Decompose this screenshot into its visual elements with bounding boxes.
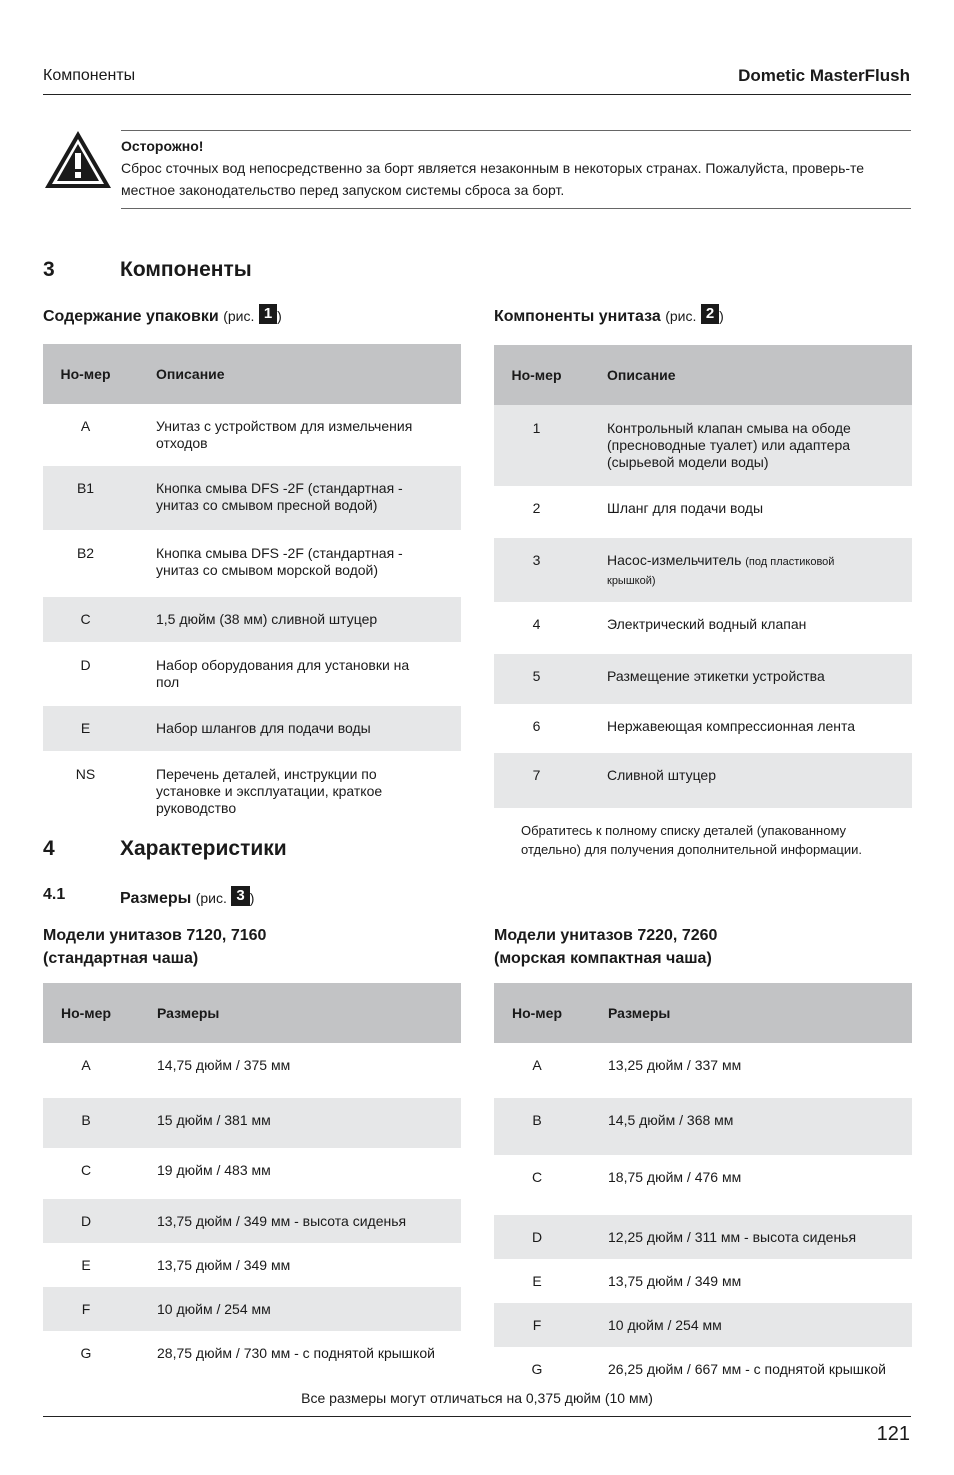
row-dimension: 18,75 дюйм / 476 мм bbox=[608, 1169, 742, 1185]
header-divider bbox=[43, 94, 911, 95]
row-number: 7 bbox=[494, 753, 579, 808]
header-brand: Dometic MasterFlush bbox=[738, 66, 910, 85]
table-row bbox=[494, 1259, 912, 1303]
row-number: 3 bbox=[494, 538, 579, 602]
row-description: Шланг для подачи воды bbox=[607, 500, 764, 516]
row-number: C bbox=[80, 1162, 92, 1178]
pack-contents-title: Содержание упаковки bbox=[43, 308, 219, 325]
table-row bbox=[494, 538, 912, 602]
table-row bbox=[43, 404, 461, 466]
row-description bbox=[579, 538, 912, 602]
table-row bbox=[43, 1331, 461, 1375]
row-description-main: Насос-измельчитель bbox=[607, 552, 742, 568]
row-number: G bbox=[80, 1345, 92, 1361]
table-row bbox=[43, 466, 461, 530]
row-dimension: 13,75 дюйм / 349 мм bbox=[608, 1273, 742, 1289]
table-row bbox=[494, 602, 912, 654]
section-4-1-title: Размеры bbox=[120, 890, 192, 907]
table-row bbox=[43, 642, 461, 706]
row-number: 2 bbox=[532, 500, 541, 516]
table-row bbox=[494, 1043, 912, 1098]
toilet-components-heading bbox=[494, 304, 724, 326]
row-description: Электрический водный клапан bbox=[607, 616, 807, 632]
compact-bowl-title: Модели унитазов 7220, 7260 bbox=[494, 927, 718, 944]
row-number: E bbox=[532, 1273, 542, 1289]
table-row bbox=[494, 704, 912, 753]
dimensions-tolerance-note: Все размеры могут отличаться на 0,375 дюйм (10 мм) bbox=[301, 1390, 653, 1406]
table-row bbox=[494, 1347, 912, 1391]
row-dimension: 10 дюйм / 254 мм bbox=[129, 1287, 461, 1331]
row-number: NS bbox=[75, 766, 96, 782]
row-number: A bbox=[532, 1057, 542, 1073]
warning-top-rule bbox=[121, 130, 911, 131]
row-description: Набор оборудования для установки на пол bbox=[156, 657, 410, 690]
column-header-description: Описание bbox=[128, 344, 461, 404]
standard-bowl-subtitle: (стандартная чаша) bbox=[43, 950, 199, 967]
row-description: 1,5 дюйм (38 мм) сливной штуцер bbox=[128, 597, 461, 642]
row-description: Набор шлангов для подачи воды bbox=[128, 706, 461, 751]
table-row bbox=[494, 1155, 912, 1215]
row-dimension: 28,75 дюйм / 730 мм - с поднятой крышкой bbox=[157, 1345, 435, 1361]
compact-bowl-subtitle: (морская компактная чаша) bbox=[494, 950, 712, 967]
row-dimension: 26,25 дюйм / 667 мм - с поднятой крышкой bbox=[608, 1361, 886, 1377]
warning-text: Сброс сточных вод непосредственно за борт является незаконным в некоторых странах. Пожалуйста, проверь-те местное законодательство перед запуском системы сброса за борт. bbox=[121, 160, 865, 198]
pack-contents-table bbox=[43, 344, 461, 821]
table-row bbox=[43, 530, 461, 597]
row-number: A bbox=[80, 418, 91, 434]
figure-number-badge: 1 bbox=[259, 304, 277, 324]
standard-bowl-heading bbox=[43, 924, 266, 970]
row-number: D bbox=[43, 1199, 129, 1243]
row-dimension: 13,25 дюйм / 337 мм bbox=[608, 1057, 742, 1073]
row-description: Сливной штуцер bbox=[579, 753, 912, 808]
fig-prefix: (рис. bbox=[223, 308, 255, 324]
table-row bbox=[43, 1243, 461, 1287]
row-number: G bbox=[531, 1361, 543, 1377]
table-row bbox=[43, 1199, 461, 1243]
row-number: 6 bbox=[532, 718, 541, 734]
column-header-number: Но-мер bbox=[494, 345, 579, 405]
section-4-number: 4 bbox=[43, 837, 55, 860]
table-row bbox=[494, 1098, 912, 1155]
row-dimension: 12,25 дюйм / 311 мм - высота сиденья bbox=[580, 1215, 912, 1259]
section-4-1-number: 4.1 bbox=[43, 886, 66, 903]
table-row bbox=[43, 751, 461, 821]
row-description: Кнопка смыва DFS -2F (стандартная - унитаз со смывом морской водой) bbox=[156, 545, 403, 578]
table-row bbox=[494, 486, 912, 538]
column-header-number: Но-мер bbox=[43, 983, 129, 1043]
pack-contents-heading bbox=[43, 304, 282, 326]
row-number: 1 bbox=[494, 405, 579, 486]
table-row bbox=[494, 405, 912, 486]
warning-title: Осторожно! bbox=[121, 138, 204, 154]
section-3-title: Компоненты bbox=[120, 258, 252, 281]
row-number: F bbox=[494, 1303, 580, 1347]
row-number: C bbox=[43, 597, 128, 642]
fig-suffix: ) bbox=[719, 308, 724, 324]
warning-bottom-rule bbox=[121, 208, 911, 209]
fig-suffix: ) bbox=[277, 308, 282, 324]
fig-suffix: ) bbox=[249, 890, 255, 906]
row-number: B1 bbox=[43, 466, 128, 530]
row-dimension: 13,75 дюйм / 349 мм bbox=[157, 1257, 291, 1273]
row-dimension: 14,75 дюйм / 375 мм bbox=[157, 1057, 291, 1073]
table-row bbox=[494, 1303, 912, 1347]
row-number: 4 bbox=[532, 616, 541, 632]
row-number: E bbox=[81, 1257, 91, 1273]
parts-list-note: Обратитесь к полному списку деталей (упакованному отдельно) для получения дополнительной информации. bbox=[521, 823, 862, 857]
table-row bbox=[43, 1287, 461, 1331]
column-header-number: Но-мер bbox=[494, 983, 580, 1043]
row-description: Кнопка смыва DFS -2F (стандартная - унитаз со смывом пресной водой) bbox=[128, 466, 461, 530]
row-dimension: 10 дюйм / 254 мм bbox=[580, 1303, 912, 1347]
row-description: Размещение этикетки устройства bbox=[579, 654, 912, 704]
header-section-title: Компоненты bbox=[43, 67, 136, 84]
row-number: D bbox=[80, 657, 91, 673]
section-4-title: Характеристики bbox=[120, 837, 287, 860]
row-number: D bbox=[494, 1215, 580, 1259]
section-3-number: 3 bbox=[43, 258, 55, 281]
row-number: A bbox=[81, 1057, 91, 1073]
compact-bowl-heading bbox=[494, 924, 717, 970]
row-description: Перечень деталей, инструкции по установке и эксплуатации, краткое руководство bbox=[156, 766, 383, 816]
row-number: F bbox=[43, 1287, 129, 1331]
column-header-dimensions: Размеры bbox=[580, 983, 912, 1043]
row-number: B bbox=[494, 1098, 580, 1155]
fig-prefix: (рис. bbox=[195, 890, 227, 906]
column-header-number: Но-мер bbox=[43, 344, 128, 404]
row-dimension: 13,75 дюйм / 349 мм - высота сиденья bbox=[129, 1199, 461, 1243]
standard-bowl-title: Модели унитазов 7120, 7160 bbox=[43, 927, 267, 944]
table-row bbox=[494, 753, 912, 808]
table-row bbox=[43, 1043, 461, 1098]
column-header-dimensions: Размеры bbox=[129, 983, 461, 1043]
footer-divider bbox=[43, 1416, 911, 1417]
row-number: B bbox=[43, 1098, 129, 1148]
row-number: 5 bbox=[494, 654, 579, 704]
column-header-description: Описание bbox=[579, 345, 912, 405]
row-number: E bbox=[43, 706, 128, 751]
row-dimension: 14,5 дюйм / 368 мм bbox=[580, 1098, 912, 1155]
row-description: Нержавеющая компрессионная лента bbox=[607, 718, 856, 734]
toilet-components-table bbox=[494, 345, 912, 808]
row-dimension: 15 дюйм / 381 мм bbox=[129, 1098, 461, 1148]
compact-bowl-dimensions-table bbox=[494, 983, 912, 1391]
row-description-note: (под пластиковой крышкой) bbox=[607, 556, 835, 587]
standard-bowl-dimensions-table bbox=[43, 983, 461, 1375]
page-number: 121 bbox=[876, 1423, 910, 1445]
table-row bbox=[43, 1098, 461, 1148]
toilet-components-title: Компоненты унитаза bbox=[494, 308, 661, 325]
row-description: Контрольный клапан смыва на ободе (пресноводные туалет) или адаптера (сырьевой модели воды) bbox=[579, 405, 912, 486]
warning-triangle-icon bbox=[42, 128, 114, 192]
table-row bbox=[494, 654, 912, 704]
figure-number-badge: 2 bbox=[701, 304, 719, 324]
row-description: Унитаз с устройством для измельчения отходов bbox=[156, 418, 413, 451]
row-dimension: 19 дюйм / 483 мм bbox=[157, 1162, 271, 1178]
table-row bbox=[43, 706, 461, 751]
table-row bbox=[43, 1148, 461, 1199]
fig-prefix: (рис. bbox=[665, 308, 697, 324]
table-row bbox=[43, 597, 461, 642]
row-number: B2 bbox=[76, 545, 95, 561]
row-number: C bbox=[531, 1169, 543, 1185]
table-row bbox=[494, 1215, 912, 1259]
figure-number-badge: 3 bbox=[231, 886, 249, 906]
